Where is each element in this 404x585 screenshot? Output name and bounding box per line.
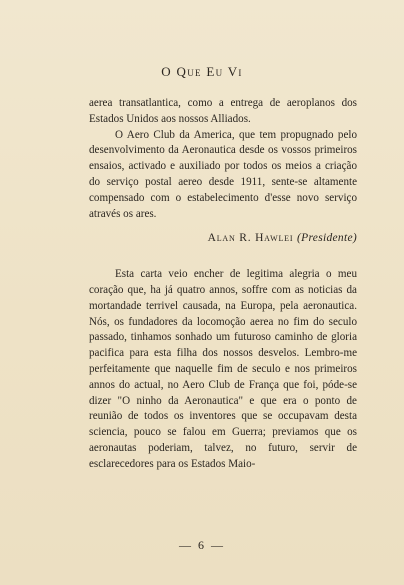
page-number: — 6 — [179,538,225,552]
signature-role: (Presidente) [296,232,357,245]
section-spacer [89,247,357,267]
running-title: O Que Eu Vi [161,64,243,79]
paragraph-aero-club: O Aero Club da America, que tem propugnado pelo desenvolvimento da Aeronautica desde os vossos primeiros ensaios, activado e auxiliado por todos os meios a criação do serviço postal aereo desde 1911, sente-se altamente compensado com o estabelecimento d'esse novo serviço através os ares. [89,128,357,220]
paragraph-continuation: aerea transatlantica, como a entrega de aeroplanos dos Estados Unidos aos nossos Alliados. [89,97,357,125]
letter-signature [89,231,357,247]
body-text [89,96,357,473]
paragraph-reflection: Esta carta veio encher de legitima alegria o meu coração que, ha já quatro annos, soffre com as noticias da mortandade terrivel causada, na Europa, pela aeronautica. Nós, os fundadores da locomoção aerea no fim do seculo passado, tinhamos sonhado um futuroso caminho de gloria pacifica para esta filha dos nossos desvelos. Lembro-me perfeitamente que naquelle fim de seculo e nos primeiros annos do actual, no Aero Club de França que foi, póde-se dizer "O ninho da Aeronautica" e que era o ponto de reunião de todos os inventores que se occupavam desta sciencia, pouco se falou em Guerra; previamos que os aeronautas poderiam, talvez, no futuro, servir de esclarecedores para os Estados Maio- [89,268,357,470]
signature-name: Alan R. Hawlei [207,232,294,245]
